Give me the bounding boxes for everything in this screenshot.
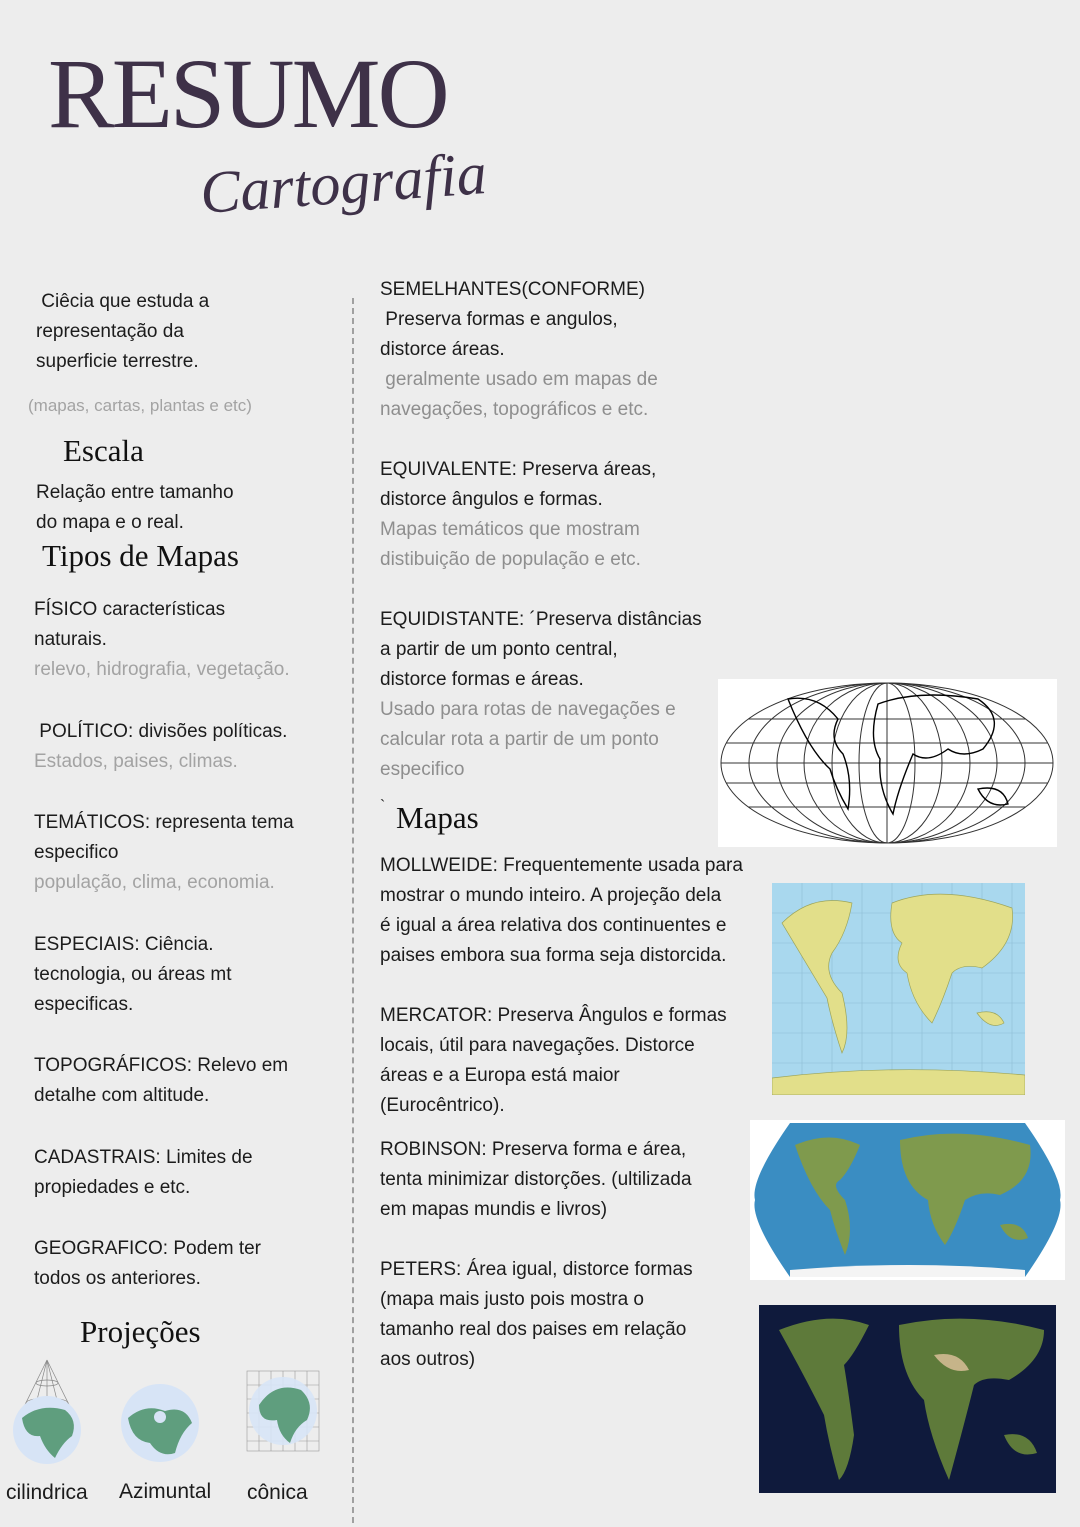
- text-line: MERCATOR: Preserva Ângulos e formas: [380, 1005, 727, 1026]
- mapas-mark: `: [380, 798, 386, 815]
- text-line: locais, útil para navegações. Distorce: [380, 1035, 695, 1056]
- robinson-section: [380, 1135, 692, 1225]
- azimuthal-globe-icon: [120, 1383, 202, 1465]
- text-line: em mapas mundis e livros): [380, 1199, 608, 1220]
- note: navegações, topográficos e etc.: [380, 399, 649, 420]
- escala-heading: Escala: [63, 433, 144, 468]
- definition: [36, 287, 209, 377]
- text-line: tecnologia, ou áreas mt: [34, 964, 232, 985]
- note: relevo, hidrografia, vegetação.: [34, 659, 290, 680]
- text-line: POLÍTICO: divisões políticas.: [34, 721, 288, 742]
- note: Mapas temáticos que mostram: [380, 519, 640, 540]
- text-line: detalhe com altitude.: [34, 1085, 210, 1106]
- tipo-geografico: [34, 1234, 261, 1294]
- text-line: GEOGRAFICO: Podem ter: [34, 1238, 261, 1259]
- note: população, clima, economia.: [34, 872, 275, 893]
- text-line: aos outros): [380, 1349, 476, 1370]
- text-line: TOPOGRÁFICOS: Relevo em: [34, 1055, 289, 1076]
- tipo-cadastrais: [34, 1143, 253, 1203]
- tipos-heading: Tipos de Mapas: [42, 538, 239, 573]
- text-line: EQUIVALENTE: Preserva áreas,: [380, 459, 657, 480]
- text-line: especificas.: [34, 994, 134, 1015]
- text-line: paises embora sua forma seja distorcida.: [380, 945, 727, 966]
- text-line: propiedades e etc.: [34, 1177, 191, 1198]
- conic-globe-icon: [10, 1358, 85, 1468]
- text-line: Ciêcia que estuda a: [36, 291, 210, 312]
- text-line: é igual a área relativa dos continuentes e: [380, 915, 727, 936]
- text-line: EQUIDISTANTE: ´Preserva distâncias: [380, 609, 702, 630]
- text-line: especifico: [34, 842, 119, 863]
- peters-section: [380, 1255, 693, 1375]
- text-line: SEMELHANTES(CONFORME): [380, 279, 645, 300]
- robinson-map-image: [750, 1120, 1065, 1280]
- mercator-map-image: [772, 883, 1025, 1095]
- tipo-politico: [34, 717, 287, 777]
- tipo-tematicos: [34, 808, 294, 898]
- text-line: mostrar o mundo inteiro. A projeção dela: [380, 885, 722, 906]
- label-conica: cônica: [247, 1481, 308, 1504]
- text-line: superficie terrestre.: [36, 351, 199, 372]
- text-line: a partir de um ponto central,: [380, 639, 618, 660]
- text-line: (mapa mais justo pois mostra o: [380, 1289, 644, 1310]
- text-line: representação da: [36, 321, 184, 342]
- text-line: ESPECIAIS: Ciência.: [34, 934, 214, 955]
- semelhantes-section: [380, 275, 658, 425]
- examples-note: (mapas, cartas, plantas e etc): [28, 396, 252, 415]
- note: distibuição de população e etc.: [380, 549, 641, 570]
- note: calcular rota a partir de um ponto: [380, 729, 659, 750]
- text-line: distorce áreas.: [380, 339, 505, 360]
- equidistante-section: [380, 605, 702, 785]
- page-title: RESUMO: [48, 38, 447, 149]
- text-line: tenta minimizar distorções. (ultilizada: [380, 1169, 692, 1190]
- tipo-topograficos: [34, 1051, 288, 1111]
- text-line: distorce formas e áreas.: [380, 669, 584, 690]
- text-line: MOLLWEIDE: Frequentemente usada para: [380, 855, 743, 876]
- text-line: TEMÁTICOS: representa tema: [34, 812, 294, 833]
- text-line: do mapa e o real.: [36, 512, 184, 533]
- equivalente-section: [380, 455, 656, 575]
- text-line: todos os anteriores.: [34, 1268, 201, 1289]
- projecoes-heading: Projeções: [80, 1314, 201, 1349]
- tipo-fisico: [34, 595, 290, 685]
- text-line: áreas e a Europa está maior: [380, 1065, 620, 1086]
- text-line: ROBINSON: Preserva forma e área,: [380, 1139, 687, 1160]
- page-subtitle: Cartografia: [198, 140, 489, 226]
- mollweide-map-image: [718, 679, 1057, 847]
- text-line: FÍSICO características: [34, 599, 226, 620]
- cylindrical-globe-icon: [245, 1365, 321, 1457]
- text-line: Relação entre tamanho: [36, 482, 234, 503]
- text-line: distorce ângulos e formas.: [380, 489, 603, 510]
- text-line: (Eurocêntrico).: [380, 1095, 505, 1116]
- mercator-section: [380, 1001, 727, 1121]
- text-line: Preserva formas e angulos,: [380, 309, 618, 330]
- note: geralmente usado em mapas de: [380, 369, 658, 390]
- label-azimuntal: Azimuntal: [119, 1480, 212, 1503]
- column-divider: [352, 298, 354, 1523]
- escala-text: [36, 478, 234, 538]
- text-line: tamanho real dos paises em relação: [380, 1319, 687, 1340]
- text-line: naturais.: [34, 629, 107, 650]
- mollweide-section: [380, 851, 743, 971]
- peters-map-image: [759, 1305, 1056, 1493]
- note: Usado para rotas de navegações e: [380, 699, 676, 720]
- mapas-heading: Mapas: [396, 800, 479, 835]
- tipo-especiais: [34, 930, 232, 1020]
- note: Estados, paises, climas.: [34, 751, 238, 772]
- text-line: PETERS: Área igual, distorce formas: [380, 1259, 693, 1280]
- label-cilindrica: cilindrica: [6, 1481, 88, 1504]
- note: especifico: [380, 759, 465, 780]
- text-line: CADASTRAIS: Limites de: [34, 1147, 253, 1168]
